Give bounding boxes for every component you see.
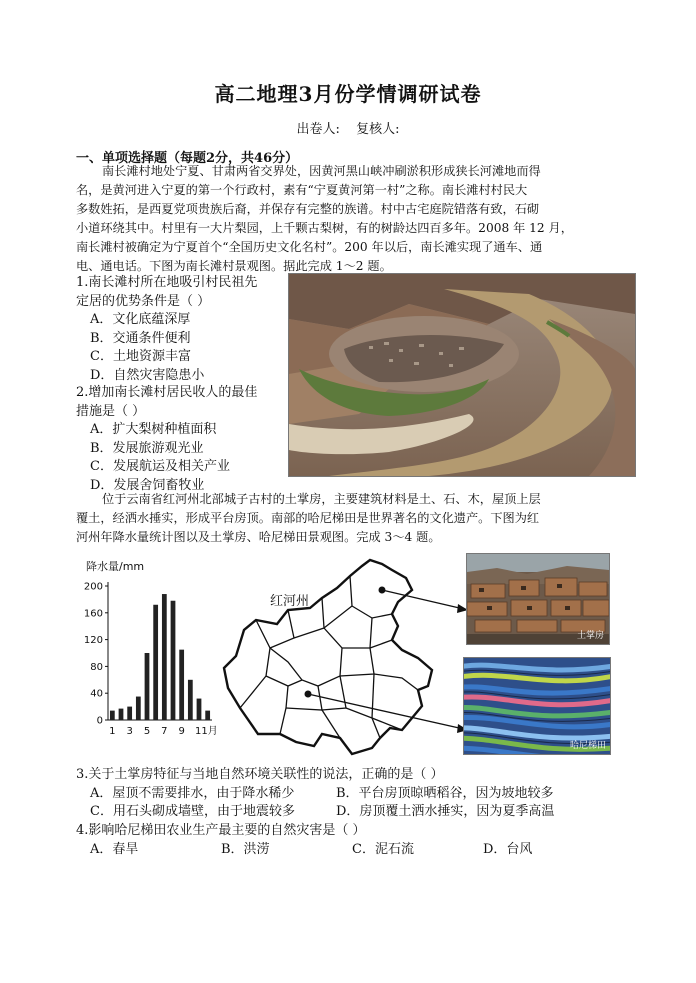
option-c: C．发展航运及相关产业 [90, 459, 230, 474]
x-tick-label: 1 [109, 726, 116, 737]
bar [197, 699, 202, 720]
honghe-map [222, 558, 470, 758]
section-title: 一、单项选择题（每题2分，共46分） [76, 151, 299, 166]
terrace-photo-label: 哈尼梯田 [569, 741, 606, 751]
x-tick-label: 11月 [195, 726, 218, 737]
option-d: D．房顶覆土洒水捶实，因为夏季高温 [336, 804, 555, 819]
passage-line: 小道环绕其中。村里有一大片梨园，上千颗古梨树，有的树龄达四百多年。2008 年 12 月， [76, 221, 573, 235]
passage-line: 多数姓拓，是西夏党项贵族后裔，并保存有完整的族谱。村中古宅庭院错落有致，石砌 [76, 202, 540, 216]
bar [127, 707, 132, 720]
bar [162, 594, 167, 720]
option-a: A．扩大梨树种植面积 [90, 422, 217, 437]
passage-line: 电、通电话。下图为南长滩村景观图。据此完成 1～2 题。 [76, 259, 392, 273]
passage-line: 南长滩村被确定为宁夏首个“全国历史文化名村”。200 年以后，南长滩实现了通车、通 [76, 240, 543, 254]
options-row [76, 841, 636, 860]
passage-line: 河州年降水量统计图以及土掌房、哈尼梯田景观图。完成 3～4 题。 [76, 530, 441, 544]
question-4 [76, 822, 636, 859]
question-2 [76, 384, 286, 495]
y-tick-label: 120 [84, 635, 103, 647]
passage-line: 南长滩村地处宁夏、甘肃两省交界处，因黄河黑山峡冲刷淤积形成狭长河滩地而得 [102, 164, 541, 178]
passage-line: 位于云南省红河州北部城子古村的土掌房，主要建筑材料是土、石、木，屋顶上层 [102, 492, 541, 506]
option-b: B．发展旅游观光业 [90, 440, 204, 456]
option-c: C．用石头砌成墙壁，由于地震较多 [90, 804, 295, 819]
earthen-house-photo [466, 553, 610, 645]
options-row [76, 785, 636, 804]
x-tick-label: 3 [126, 726, 133, 737]
bar [179, 650, 184, 720]
x-tick-label: 9 [178, 726, 185, 737]
setter-label: 出卷人: [296, 122, 340, 137]
exam-title: 高二地理3月份学情调研试卷 [214, 82, 482, 106]
option-a: A．文化底蕴深厚 [90, 312, 191, 327]
y-tick-label: 40 [90, 688, 103, 700]
y-tick-label: 160 [84, 608, 103, 620]
bar [188, 680, 193, 720]
bar [171, 601, 176, 720]
bar [145, 653, 150, 720]
reviewer-label: 复核人: [356, 122, 400, 137]
county-borders [240, 576, 418, 738]
passage-line: 名，是黄河进入宁夏的第一个行政村，素有“宁夏黄河第一村”之称。南长滩村村民大 [76, 183, 528, 197]
village-landscape-photo [288, 273, 636, 477]
bar [205, 711, 210, 720]
y-tick-label: 80 [90, 661, 103, 673]
option-d: D．发展舍饲畜牧业 [90, 477, 205, 493]
option-d: D．台风 [483, 841, 533, 857]
y-tick-label: 0 [96, 715, 103, 727]
y-tick-label: 200 [84, 581, 103, 593]
option-c: C．泥石流 [352, 841, 414, 857]
map-outline [224, 560, 432, 754]
option-b: B．洪涝 [221, 841, 270, 857]
question-stem: 2.增加南长滩村居民收人的最佳 [76, 385, 258, 400]
x-tick-label: 7 [161, 726, 168, 737]
y-axis-label: 降水量/mm [86, 560, 145, 573]
question-stem: 3.关于土掌房特征与当地自然环境关联性的说法，正确的是（ ） [76, 767, 444, 782]
passage-2 [76, 490, 636, 547]
x-tick-label: 5 [143, 726, 151, 737]
question-1 [76, 274, 286, 385]
bar [136, 697, 141, 720]
passage-line: 覆土，经洒水捶实，形成平台房顶。南部的哈尼梯田是世界著名的文化遗产。下图为红 [76, 511, 540, 525]
question-stem: 4.影响哈尼梯田农业生产最主要的自然灾害是（ ） [76, 823, 366, 838]
question-stem: 定居的优势条件是（ ） [76, 293, 211, 309]
bar [110, 711, 115, 720]
bar [153, 605, 158, 720]
question-3 [76, 766, 636, 822]
option-a: A．屋顶不需要排水，由于降水稀少 [90, 785, 295, 801]
passage-1 [76, 162, 636, 276]
option-b: B．交通条件便利 [90, 330, 191, 346]
option-a: A．春旱 [90, 841, 139, 857]
precipitation-chart [84, 558, 229, 740]
terrace-photo [463, 657, 611, 755]
question-stem: 1.南长滩村所在地吸引村民祖先 [76, 275, 258, 290]
options-row [76, 803, 636, 822]
bar [119, 709, 124, 720]
question-stem: 措施是（ ） [76, 403, 146, 419]
map-label: 红河州 [270, 594, 310, 609]
option-c: C．土地资源丰富 [90, 349, 191, 364]
option-d: D．自然灾害隐患小 [90, 367, 205, 383]
option-b: B．平台房顶晾晒稻谷，因为坡地较多 [336, 785, 554, 801]
house-photo-label: 土掌房 [576, 631, 604, 641]
authors-line [0, 118, 696, 137]
